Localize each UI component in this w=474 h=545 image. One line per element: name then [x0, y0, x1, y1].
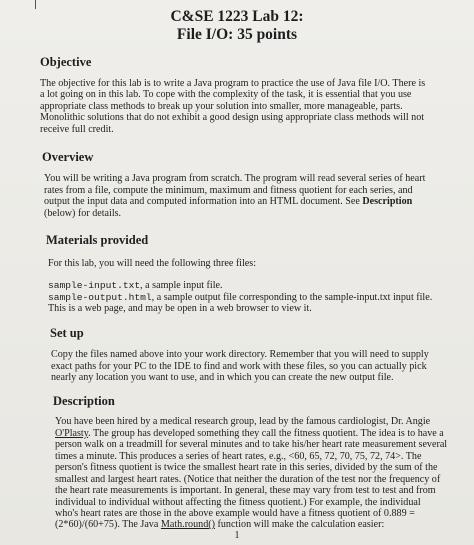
description-line: person walk on a treadmill for several minutes and to take his/her heart rate measurement several	[55, 439, 448, 450]
file1-name: sample-input.txt	[48, 280, 141, 291]
description-line: individual to individual without affecting the fitness quotient.) For example, the individual	[55, 497, 421, 508]
description-line: smallest and largest heart rates. (Notice that neither the duration of the test nor the frequency of	[55, 474, 441, 485]
overview-line: You will be writing a Java program from scratch. The program will read several series of heart	[44, 173, 426, 184]
description-line: the heart rate measurements is important. In general, these may vary from test to test and from	[55, 485, 436, 496]
description-heading: Description	[53, 394, 115, 408]
description-line	[55, 519, 384, 531]
file1-line	[48, 280, 223, 292]
setup-line: nearly any location you want to use, and in which you can create the new output file.	[51, 372, 394, 383]
page-number: 1	[234, 530, 240, 541]
objective-line: receive full credit.	[40, 124, 114, 135]
file2-cont: This is a web page, and may be open in a web browser to view it.	[48, 303, 312, 314]
overview-line: (below) for details.	[44, 208, 122, 219]
description-text: function will make the calculation easier:	[214, 519, 385, 530]
setup-line: exact paths for your PC to the IDE to find and work with these files, so you can actually pick	[51, 361, 427, 372]
materials-heading: Materials provided	[46, 233, 149, 247]
description-line: person's fitness quotient is twice the smallest heart rate in this series, divided by the sum of the	[55, 462, 438, 473]
setup-heading: Set up	[50, 326, 84, 340]
description-line: times a minute. This produces a series of heart rates, e.g., <60, 65, 72, 70, 75, 72, 74>. The	[55, 451, 422, 462]
materials-intro: For this lab, you will need the following three files:	[48, 258, 257, 269]
objective-line: a lot going on in this lab. To cope with the complexity of the task, it is essential that you use	[40, 89, 412, 100]
file1-desc: , a sample input file.	[140, 280, 223, 291]
setup-line: Copy the files named above into your work directory. Remember that you will need to supply	[51, 349, 429, 360]
overview-line: rates from a file, compute the minimum, maximum and fitness quotient for each series, and	[44, 185, 413, 196]
overview-line	[44, 196, 412, 208]
overview-heading: Overview	[42, 150, 94, 164]
objective-line: Monolithic solutions that do not exhibit a good design using appropriate class methods will not	[40, 112, 425, 123]
description-line	[55, 428, 444, 440]
description-text: . The group has developed something they call the fitness quotient. The idea is to have a	[88, 428, 444, 439]
file2-line	[48, 292, 432, 304]
file2-desc: , a sample output file corresponding to the sample-input.txt input file.	[151, 292, 433, 303]
file2-name: sample-output.html	[48, 292, 152, 303]
objective-heading: Objective	[40, 55, 92, 69]
lab-subtitle: File I/O: 35 points	[176, 26, 298, 43]
lab-title: C&SE 1223 Lab 12:	[170, 8, 304, 25]
description-line: You have been hired by a medical research group, lead by the famous cardiologist, Dr. Angie	[55, 416, 431, 427]
math-round-code: Math.round()	[160, 519, 215, 530]
description-line: who's heart rates are those in the above example would have a fitness quotient of 0.889 =	[55, 508, 415, 519]
objective-line: appropriate class methods to break up your solution into smaller, more manageable, parts.	[40, 101, 403, 112]
doctor-name: O'Plasty	[55, 428, 89, 439]
overview-text: output the input data and computed information into an HTML document. See	[44, 196, 363, 207]
description-text: (2*60)/(60+75). The Java	[55, 519, 161, 530]
objective-line: The objective for this lab is to write a Java program to practice the use of Java file I/O. There is	[40, 78, 426, 89]
description-reference: Description	[362, 196, 413, 207]
